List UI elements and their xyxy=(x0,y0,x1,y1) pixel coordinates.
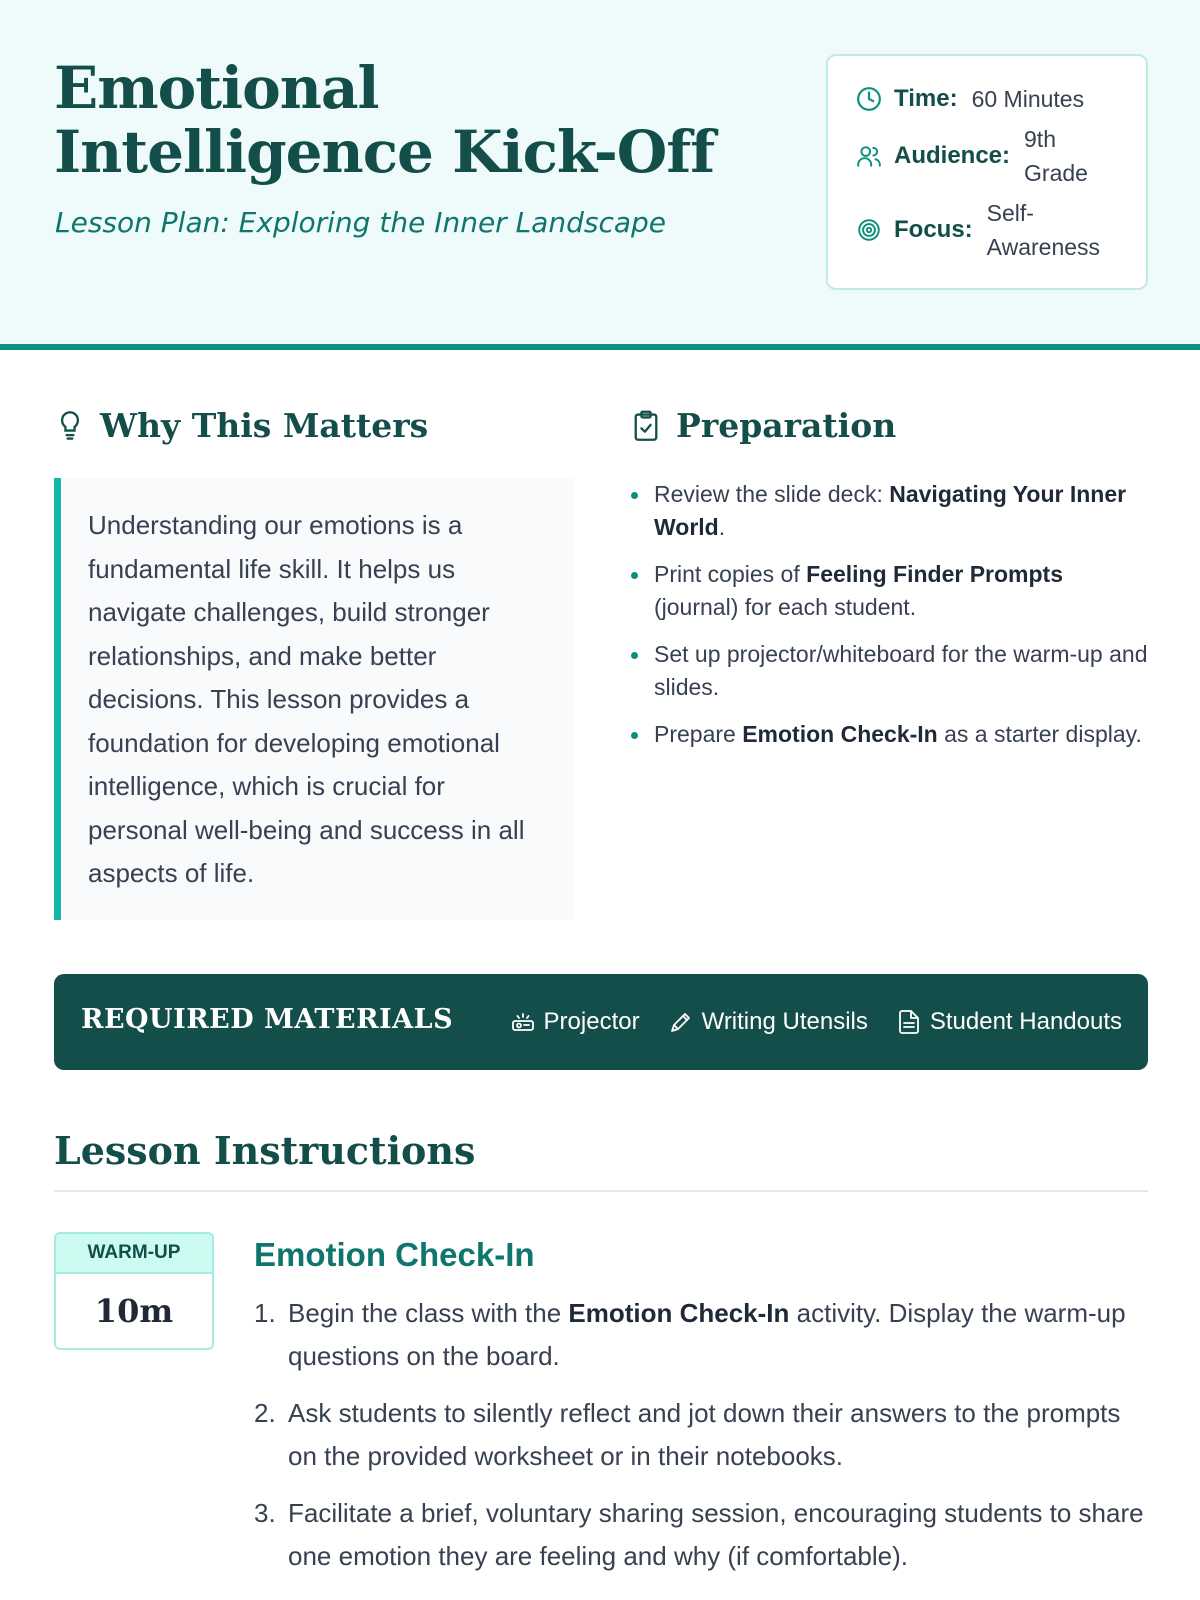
page-title: Emotional Intelligence Kick-Off xyxy=(54,54,715,186)
prep-item: Print copies of Feeling Finder Prompts (journal) for each student. xyxy=(630,558,1150,624)
step-title: Emotion Check-In xyxy=(254,1236,535,1273)
instruction-item: 2. Ask students to silently reflect and jot down their answers to the prompts on the provided worksheet or in their notebooks. xyxy=(254,1398,1121,1471)
materials-list xyxy=(482,974,1122,1070)
lightbulb-icon xyxy=(54,409,86,443)
meta-audience xyxy=(856,122,1114,190)
clock-icon xyxy=(856,86,882,112)
prep-item: Prepare Emotion Check-In as a starter display. xyxy=(630,718,1150,751)
instruction-item: 3. Facilitate a brief, voluntary sharing session, encouraging students to share one emotion they are feeling and why (if comfortable). xyxy=(254,1498,1144,1571)
preparation-list xyxy=(630,478,1150,765)
meta-focus-label: Focus: xyxy=(894,216,973,243)
why-heading xyxy=(54,406,428,445)
section-divider xyxy=(54,1190,1148,1192)
why-text: Understanding our emotions is a fundamental life skill. It helps us navigate challenges, build stronger relationships, and make better decisions. This lesson provides a foundation for developing emotional intelligence, which is crucial for personal well-being and success in all aspects of life. xyxy=(88,510,525,888)
projector-icon xyxy=(510,1009,536,1035)
required-materials-bar xyxy=(54,974,1148,1070)
instruction-item: 1. Begin the class with the Emotion Check-In activity. Display the warm-up questions on the board. xyxy=(254,1298,1126,1371)
page-subtitle: Lesson Plan: Exploring the Inner Landscape xyxy=(55,206,666,239)
pen-icon xyxy=(668,1009,694,1035)
meta-time-label: Time: xyxy=(894,85,958,112)
preparation-heading xyxy=(630,406,896,445)
meta-focus xyxy=(856,196,1127,264)
document-icon xyxy=(896,1009,922,1035)
material-projector xyxy=(510,1008,640,1036)
clipboard-check-icon xyxy=(630,409,662,443)
meta-focus-value: Self-Awareness xyxy=(986,200,1101,260)
step-badge xyxy=(54,1232,214,1350)
material-writing-utensils-label: Writing Utensils xyxy=(701,1008,868,1035)
why-heading-text: Why This Matters xyxy=(100,406,429,445)
step-phase: WARM-UP xyxy=(56,1234,212,1274)
material-writing-utensils xyxy=(668,1008,868,1036)
why-callout xyxy=(54,478,574,920)
prep-item: Review the slide deck: Navigating Your Inner World. xyxy=(630,478,1150,544)
users-icon xyxy=(856,143,882,169)
meta-time xyxy=(856,82,1112,116)
meta-audience-value: 9th Grade xyxy=(1024,126,1088,186)
meta-time-value: 60 Minutes xyxy=(971,86,1085,112)
step-instruction-list xyxy=(254,1292,1154,1592)
material-student-handouts xyxy=(896,1008,1122,1036)
step-duration: 10m xyxy=(94,1292,174,1330)
materials-title: REQUIRED MATERIALS xyxy=(81,1004,454,1035)
prep-item: Set up projector/whiteboard for the warm-up and slides. xyxy=(630,638,1150,704)
lesson-meta-card xyxy=(826,54,1148,290)
material-projector-label: Projector xyxy=(543,1008,640,1035)
preparation-heading-text: Preparation xyxy=(676,406,897,445)
material-student-handouts-label: Student Handouts xyxy=(929,1008,1122,1035)
instructions-title: Lesson Instructions xyxy=(54,1128,476,1173)
meta-audience-label: Audience: xyxy=(894,142,1011,169)
lesson-header xyxy=(0,0,1200,350)
target-icon xyxy=(856,217,882,243)
